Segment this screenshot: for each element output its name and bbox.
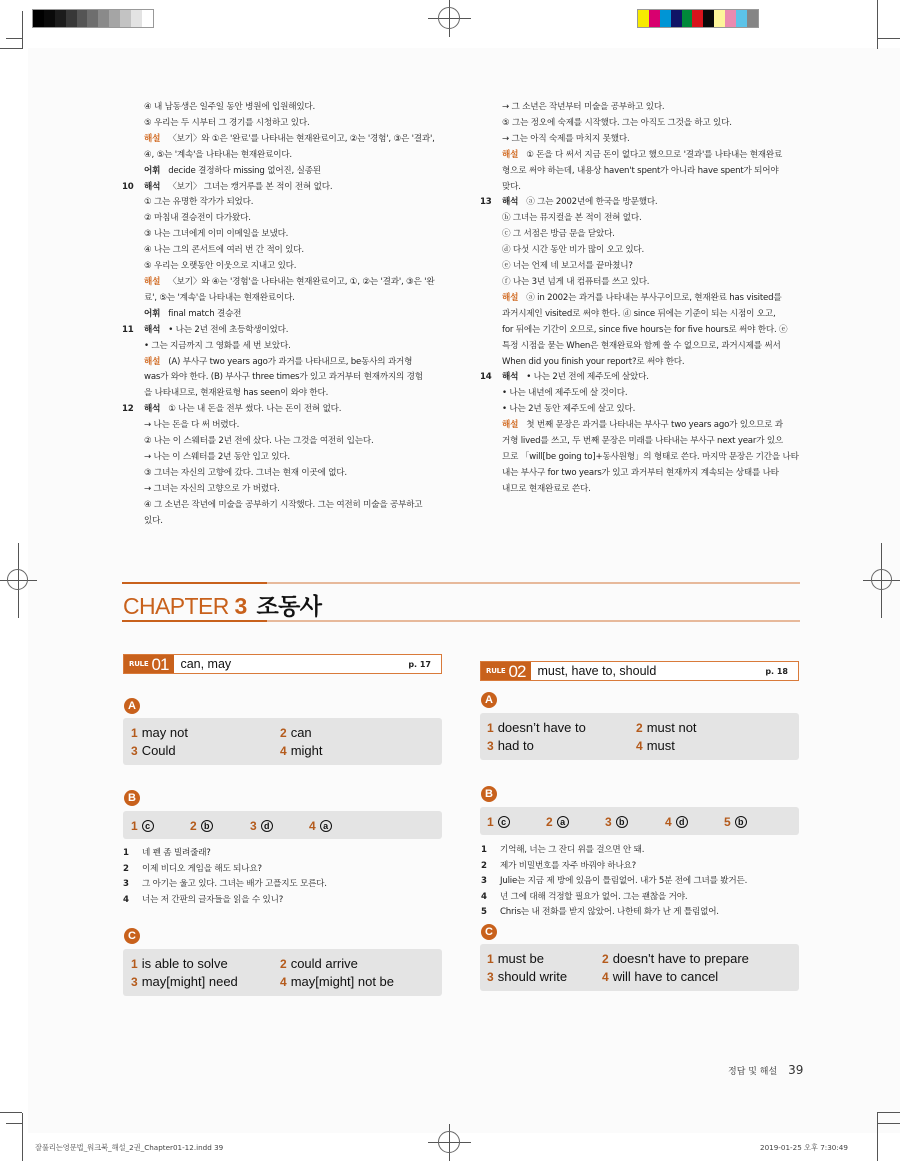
color-swatch [142,10,153,27]
question-number [122,116,144,132]
line-text: 과거시제인 visited로 써야 한다. ⓓ since 뒤에는 기준이 되는 시점이 오고, [502,308,776,319]
chapter-heading [123,588,321,621]
section-label: 어휘 [144,308,161,319]
text-line [480,195,799,211]
text-line [480,116,799,132]
text-line [122,259,435,275]
line-text: ① 그는 유명한 작가가 되었다. [144,197,254,208]
line-text: was가 와야 한다. (B) 부사구 three times가 있고 과거부터 현재까지의 경험 [144,372,423,383]
line-text: ⓒ 그 서점은 방금 문을 닫았다. [502,229,615,240]
answer-item: 3 d [250,818,273,833]
registration-circle-top [438,7,460,29]
section-b-badge: B [481,786,497,802]
text-line [122,514,435,530]
text-line [122,195,435,211]
question-number [480,307,502,323]
translation-item: 2 이제 비디오 게임을 해도 되나요? [123,863,262,874]
rule-tag [124,655,174,673]
text-line [122,180,435,196]
answer-item: 1 is able to solve [131,956,228,971]
question-number [480,386,502,402]
answer-item: 4 might [280,743,323,758]
answer-item: 3 Could [131,743,176,758]
line-text: 특정 시점을 묻는 When은 현재완료와 함께 쓸 수 없으므로, 과거시제를 써서 [502,340,781,351]
text-line [480,450,799,466]
crop-mark [877,38,900,39]
text-line [122,116,435,132]
section-label: 해석 [144,324,161,335]
line-text: final match 결승전 [168,308,242,319]
rule-title: must, have to, should [537,664,657,678]
question-number [480,211,502,227]
rule-02-answers-b [480,807,799,835]
question-number [480,450,502,466]
section-name: 정답 및 해설 [728,1067,778,1077]
rule-page-ref: p. 18 [765,666,788,676]
answer-item: 1 c [131,818,154,833]
color-swatch [671,10,682,27]
answer-item: 2 b [190,818,213,833]
color-swatch [736,10,747,27]
question-number [480,339,502,355]
section-c-badge: C [124,928,140,944]
rule-01-answers-c [123,949,442,996]
rule-number: 02 [508,661,526,681]
question-number [122,355,144,371]
color-swatch [649,10,660,27]
text-line [480,307,799,323]
line-text: 〈보기〉 그녀는 캥거루를 본 적이 전혀 없다. [168,181,333,192]
text-line [480,323,799,339]
chapter-rule-bottom [122,620,800,622]
line-text: 거형 lived를 쓰고, 두 번째 문장은 미래를 나타내는 부사구 next year가 있으 [502,436,784,447]
section-label: 어휘 [144,165,161,176]
color-swatch [55,10,66,27]
text-line [122,148,435,164]
crop-mark [877,1123,900,1124]
text-line [480,227,799,243]
translation-item: 3 그 아기는 울고 있다. 그녀는 배가 고플지도 모른다. [123,879,327,890]
chapter-word: CHAPTER [123,593,229,619]
crop-mark [0,1112,22,1113]
crop-mark [0,48,22,49]
line-text: ③ 나는 그녀에게 이미 이메일을 보냈다. [144,229,289,240]
line-text: ④ 내 남동생은 일주일 동안 병원에 입원해있다. [144,102,316,112]
text-line [480,434,799,450]
print-slug-filename: 잘풀리는영문법_워크북_해설_2권_Chapter01-12.indd 39 [35,1143,224,1152]
text-line [122,466,435,482]
rule-label: RULE [486,667,506,675]
rule-01-answers-a [123,718,442,765]
translation-item: 2 제가 비밀번호를 자주 바꿔야 하나요? [481,860,637,871]
line-text: • 나는 2년 동안 제주도에 살고 있다. [502,404,636,415]
rule-01-answers-b [123,811,442,839]
section-a-badge: A [481,692,497,708]
line-text: ⓑ 그녀는 뮤지컬을 본 적이 전혀 없다. [502,213,642,224]
question-number [122,386,144,402]
line-text: 〈보기〉와 ①은 '완료'를 나타내는 현재완료이고, ②는 '경험', ③은 '결과', [168,133,435,144]
line-text: (A) 부사구 two years ago가 과거를 나타내므로, be동사의 과거형 [168,356,413,367]
text-line [480,386,799,402]
text-line [480,370,799,386]
rule-01-header [123,654,442,674]
grayscale-color-bar [32,9,154,28]
page-number: 39 [788,1063,804,1077]
print-slug-date: 2019-01-25 오후 7:30:49 [760,1143,848,1152]
text-line [122,211,435,227]
text-line [480,339,799,355]
question-number [480,132,502,148]
section-a-badge: A [124,698,140,714]
line-text: decide 결정하다 missing 없어진, 실종된 [168,165,321,176]
question-number [122,164,144,180]
answer-item: 4 d [665,814,688,829]
line-text: • 그는 지금까지 그 영화를 세 번 보았다. [144,340,291,351]
rule-01-translations [123,846,327,908]
question-number [122,482,144,498]
text-line [480,164,799,180]
text-line [122,498,435,514]
text-line [122,307,435,323]
text-line [480,418,799,434]
text-line [122,323,435,339]
line-text: ⓕ 나는 3년 넘게 내 컴퓨터를 쓰고 있다. [502,276,650,287]
question-number: 11 [122,324,134,335]
registration-circle-left [7,569,28,590]
color-swatch [120,10,131,27]
section-c-badge: C [481,924,497,940]
answer-item: 2 a [546,814,569,829]
question-number [480,482,502,498]
color-swatch [682,10,693,27]
crop-mark [22,11,23,49]
question-number [480,466,502,482]
text-line [122,100,435,116]
question-number: 13 [480,197,492,208]
text-line [122,243,435,259]
line-text: 료', ⑤는 '계속'을 나타내는 현재완료이다. [144,292,295,303]
answer-item: 2 could arrive [280,956,358,971]
question-number [122,132,144,148]
registration-circle-bottom [438,1131,460,1153]
color-swatch [66,10,77,27]
question-number [122,307,144,323]
text-line [480,259,799,275]
question-number [480,243,502,259]
question-number [122,275,144,291]
text-line [480,291,799,307]
section-label: 해석 [502,197,519,208]
chapter-number: 3 [234,593,247,619]
line-text: ⑤ 우리는 두 시부터 그 경기를 시청하고 있다. [144,117,310,128]
line-text: • 나는 2년 전에 초등학생이었다. [168,324,289,335]
line-text: ② 마침내 결승전이 다가왔다. [144,213,251,224]
question-number [122,100,144,116]
question-number [122,339,144,355]
explanation-label: 해설 [144,356,161,367]
question-number [122,514,144,530]
question-number [122,227,144,243]
text-line [122,386,435,402]
line-text: 내므로 현재완료로 쓴다. [502,483,591,494]
text-line [122,227,435,243]
answer-item: 1 doesn’t have to [487,720,586,735]
translation-item: 4 넌 그에 대해 걱정할 필요가 없어. 그는 괜찮을 거야. [481,891,688,902]
text-line [122,164,435,180]
question-number [122,259,144,275]
text-line [122,450,435,466]
section-label: 해석 [144,404,161,415]
line-text: When did you finish your report?로 써야 한다. [502,356,685,367]
line-text: ③ 그녀는 자신의 고향에 갔다. 그녀는 현재 이곳에 없다. [144,467,347,478]
answer-item: 2 can [280,725,312,740]
text-line [480,100,799,116]
question-number [480,148,502,164]
color-swatch [638,10,649,27]
line-text: 을 나타내므로, 현재완료형 has seen이 와야 한다. [144,388,329,399]
text-line [480,275,799,291]
crop-mark [877,0,878,49]
question-number [122,370,144,386]
explanation-label: 해설 [144,133,161,144]
color-swatch [131,10,142,27]
text-line [122,339,435,355]
line-text: ⓐ in 2002는 과거를 나타내는 부사구이므로, 현재완료 has visited를 [526,292,782,303]
text-line [122,370,435,386]
text-line [480,482,799,498]
line-text: ④ 그 소년은 작년에 미술을 공부하기 시작했다. 그는 여전히 미술을 공부하고 [144,499,423,510]
answer-item: 3 had to [487,738,534,753]
question-number: 12 [122,404,134,415]
crop-mark [877,1113,878,1161]
rule-title: can, may [180,657,232,671]
color-swatch [703,10,714,27]
text-line [480,402,799,418]
question-number [122,148,144,164]
explanation-label: 해설 [502,292,519,303]
text-line [480,148,799,164]
answer-item: 2 doesn't have to prepare [602,951,749,966]
line-text: • 나는 내년에 제주도에 살 것이다. [502,388,628,399]
question-number [480,418,502,434]
line-text: ⑤ 우리는 오랫동안 이웃으로 지내고 있다. [144,261,297,272]
answer-item: 4 must [636,738,675,753]
line-text: → 그 소년은 작년부터 미술을 공부하고 있다. [502,102,665,112]
question-number [122,418,144,434]
text-line [122,355,435,371]
crop-mark [877,1112,900,1113]
section-label: 해석 [144,181,161,192]
question-number [480,100,502,116]
translation-item: 4 너는 저 간판의 글자들을 읽을 수 있니? [123,894,284,905]
text-line [480,355,799,371]
crop-mark [6,38,23,39]
line-text: • 나는 2년 전에 제주도에 살았다. [526,372,649,383]
question-number: 14 [480,372,492,383]
line-text: ⓓ 다섯 시간 동안 비가 많이 오고 있다. [502,245,645,256]
color-swatch [109,10,120,27]
rule-page-ref: p. 17 [408,659,431,669]
rule-02-translations [481,843,747,921]
line-text: → 그녀는 자신의 고향으로 가 버렸다. [144,483,280,494]
section-label: 해석 [502,372,519,383]
question-number [480,291,502,307]
text-line [480,211,799,227]
translation-item: 3 Julie는 지금 제 방에 있음이 틀림없어. 내가 5분 전에 그녀를 봤거든. [481,876,748,887]
rule-number: 01 [151,654,169,674]
text-line [122,434,435,450]
line-text: ⓐ 그는 2002년에 한국을 방문했다. [526,197,658,208]
color-swatch [44,10,55,27]
chapter-title: 조동사 [256,593,322,619]
answer-item: 3 should write [487,969,568,984]
line-text: 므로 「will[be going to]+동사원형」의 형태로 쓴다. 마지막 문장은 기간을 나타 [502,451,799,462]
question-number [122,466,144,482]
line-text: → 나는 이 스웨터를 2년 동안 입고 있다. [144,451,290,462]
question-number [480,227,502,243]
line-text: → 나는 돈을 다 써 버렸다. [144,420,240,431]
line-text: ④, ⑤는 '계속'을 나타내는 현재완료이다. [144,149,292,160]
page-footer [728,1063,803,1077]
explanation-column-right [480,100,799,498]
line-text: 〈보기〉와 ④는 '경험'을 나타내는 현재완료이고, ①, ②는 '결과', ③은 '완 [168,276,435,287]
line-text: 있다. [144,515,163,526]
question-number: 10 [122,181,134,192]
crop-mark [22,1113,23,1161]
color-swatch [714,10,725,27]
translation-item: 1 네 펜 좀 빌려줄래? [123,848,211,858]
question-number [480,355,502,371]
explanation-label: 해설 [502,420,519,431]
text-line [480,466,799,482]
cmyk-color-bar [637,9,759,28]
rule-02-answers-a [480,713,799,760]
question-number [480,275,502,291]
answer-item: 3 may[might] need [131,974,238,989]
answer-item: 2 must not [636,720,697,735]
explanation-label: 해설 [144,276,161,287]
question-number [480,164,502,180]
color-swatch [77,10,88,27]
chapter-rule-top [122,582,800,584]
question-number [480,434,502,450]
answer-item: 4 a [309,818,332,833]
color-swatch [98,10,109,27]
line-text: 내는 부사구 for two years가 있고 과거부터 현재까지 계속되는 상태를 나타 [502,467,779,478]
color-swatch [87,10,98,27]
line-text: 맞다. [502,181,521,192]
question-number [480,323,502,339]
question-number [122,450,144,466]
line-text: ① 돈을 다 써서 지금 돈이 없다고 했으므로 '결과'를 나타내는 현재완료 [526,149,783,160]
color-swatch [747,10,758,27]
rule-02-answers-c [480,944,799,991]
text-line [122,402,435,418]
question-number [480,116,502,132]
question-number [122,243,144,259]
text-line [480,132,799,148]
answer-item: 1 c [487,814,510,829]
translation-item: 1 기억해, 너는 그 잔디 위를 걸으면 안 돼. [481,845,645,855]
line-text: ② 나는 이 스웨터를 2년 전에 샀다. 나는 그것을 여전히 입는다. [144,436,374,447]
question-number [122,498,144,514]
answer-item: 5 b [724,814,747,829]
answer-item: 3 b [605,814,628,829]
question-number [122,434,144,450]
question-number [480,259,502,275]
text-line [122,291,435,307]
rule-label: RULE [129,660,149,668]
text-line [122,132,435,148]
text-line [480,180,799,196]
line-text: ④ 나는 그의 콘서트에 여러 번 간 적이 있다. [144,245,304,256]
explanation-label: 해설 [502,149,519,160]
rule-tag [481,662,531,680]
text-line [480,243,799,259]
answer-item: 1 must be [487,951,544,966]
registration-circle-right [871,569,892,590]
question-number [480,402,502,418]
color-swatch [33,10,44,27]
line-text: 형으로 써야 하는데, 내용상 haven't spent가 아니라 have spent가 되어야 [502,165,779,176]
text-line [122,482,435,498]
rule-02-header [480,661,799,681]
question-number [122,291,144,307]
crop-mark [6,1123,23,1124]
answer-item: 4 will have to cancel [602,969,719,984]
section-b-badge: B [124,790,140,806]
color-swatch [692,10,703,27]
line-text: ① 나는 내 돈을 전부 썼다. 나는 돈이 전혀 없다. [168,404,342,415]
answer-item: 4 may[might] not be [280,974,395,989]
text-line [122,275,435,291]
line-text: for 뒤에는 기간이 오므로, since five hours는 for five hours로 써야 한다. ⓔ [502,324,788,335]
color-swatch [725,10,736,27]
question-number [122,211,144,227]
color-swatch [660,10,671,27]
question-number [480,180,502,196]
question-number [122,195,144,211]
line-text: ⑤ 그는 정오에 숙제를 시작했다. 그는 아직도 그것을 하고 있다. [502,117,732,128]
translation-item: 5 Chris는 내 전화를 받지 않았어. 나한테 화가 난 게 틀림없어. [481,907,719,918]
answer-item: 1 may not [131,725,188,740]
line-text: 첫 번째 문장은 과거를 나타내는 부사구 two years ago가 있으므로 과 [526,420,783,431]
line-text: → 그는 아직 숙제를 마치지 못했다. [502,133,630,144]
explanation-column-left [122,100,435,529]
line-text: ⓔ 너는 언제 네 보고서를 끝마쳤니? [502,261,633,272]
text-line [122,418,435,434]
